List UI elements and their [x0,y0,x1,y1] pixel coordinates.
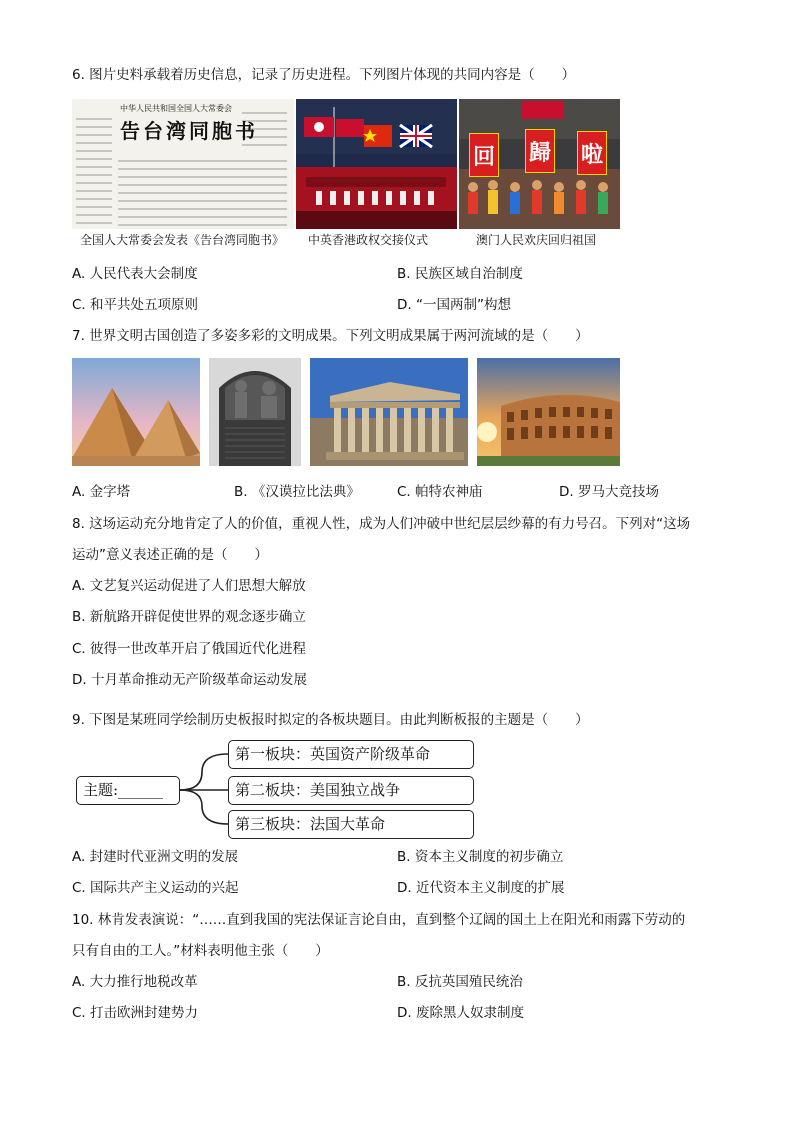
q6-option-b[interactable]: B. 民族区域自治制度 [397,266,523,282]
q6-option-d[interactable]: D. “一国两制”构想 [397,297,511,313]
q8-option-d[interactable]: D. 十月革命推动无产阶级革命运动发展 [72,672,307,688]
q10-option-d[interactable]: D. 废除黑人奴隶制度 [397,1005,524,1021]
q9-option-a[interactable]: A. 封建时代亚洲文明的发展 [72,849,239,865]
q9-stem: 9. 下图是某班同学绘制历史板报时拟定的各板块题目。由此判断板报的主题是（ ） [72,712,589,728]
hammurabi-code-image [209,358,301,466]
board-box-3: 第三板块：法国大革命 [228,810,474,839]
banner-sign-1: 回 [469,133,499,177]
q9-option-d[interactable]: D. 近代资本主义制度的扩展 [397,880,565,896]
q10-option-c[interactable]: C. 打击欧洲封建势力 [72,1005,199,1021]
board-box-1: 第一板块：英国资产阶级革命 [228,740,474,769]
newspaper-masthead: 中华人民共和国全国人大常委会 [120,104,232,113]
banner-sign-3: 啦 [577,131,607,175]
q7-option-a[interactable]: A. 金字塔 [72,484,131,500]
handover-ceremony-image [296,99,457,229]
q8-option-b[interactable]: B. 新航路开辟促使世界的观念逐步确立 [72,609,306,625]
newspaper-image [72,99,294,229]
q6-option-c[interactable]: C. 和平共处五项原则 [72,297,199,313]
q8-stem-line1: 8. 这场运动充分地肯定了人的价值，重视人性，成为人们冲破中世纪层层纱幕的有力号召。下列对“这场 [72,516,691,532]
q9-option-c[interactable]: C. 国际共产主义运动的兴起 [72,880,239,896]
q8-option-c[interactable]: C. 彼得一世改革开启了俄国近代化进程 [72,641,307,657]
banner-sign-2: 歸 [525,129,555,173]
q8-stem-line2: 运动”意义表述正确的是（ ） [72,547,268,563]
q10-option-a[interactable]: A. 大力推行地税改革 [72,974,198,990]
q8-option-a[interactable]: A. 文艺复兴运动促进了人们思想大解放 [72,578,306,594]
topic-box: 主题:______ [76,776,180,805]
q10-option-b[interactable]: B. 反抗英国殖民统治 [397,974,523,990]
parthenon-image [310,358,468,466]
macau-celebration-image [459,99,620,229]
newspaper-headline: 告台湾同胞书 [120,119,258,143]
q7-option-c[interactable]: C. 帕特农神庙 [397,484,483,500]
caption-newspaper: 全国人大常委会发表《告台湾同胞书》 [80,233,285,247]
q9-option-b[interactable]: B. 资本主义制度的初步确立 [397,849,564,865]
q6-stem: 6. 图片史料承载着历史信息，记录了历史进程。下列图片体现的共同内容是（ ） [72,67,576,83]
board-box-2: 第二板块：美国独立战争 [228,776,474,805]
q7-stem: 7. 世界文明古国创造了多姿多彩的文明成果。下列文明成果属于两河流域的是（ ） [72,328,589,344]
colosseum-image [477,358,620,466]
q7-option-b[interactable]: B. 《汉谟拉比法典》 [234,484,360,500]
q6-option-a[interactable]: A. 人民代表大会制度 [72,266,198,282]
q10-stem-line2: 只有自由的工人。”材料表明他主张（ ） [72,943,329,959]
q7-option-d[interactable]: D. 罗马大竞技场 [559,484,659,500]
caption-macau: 澳门人民欢庆回归祖国 [476,233,597,247]
caption-handover: 中英香港政权交接仪式 [308,233,429,247]
pyramids-image [72,358,200,466]
q10-stem-line1: 10. 林肯发表演说：“……直到我国的宪法保证言论自由，直到整个辽阔的国土上在阳光和雨露下劳动的 [72,912,686,928]
